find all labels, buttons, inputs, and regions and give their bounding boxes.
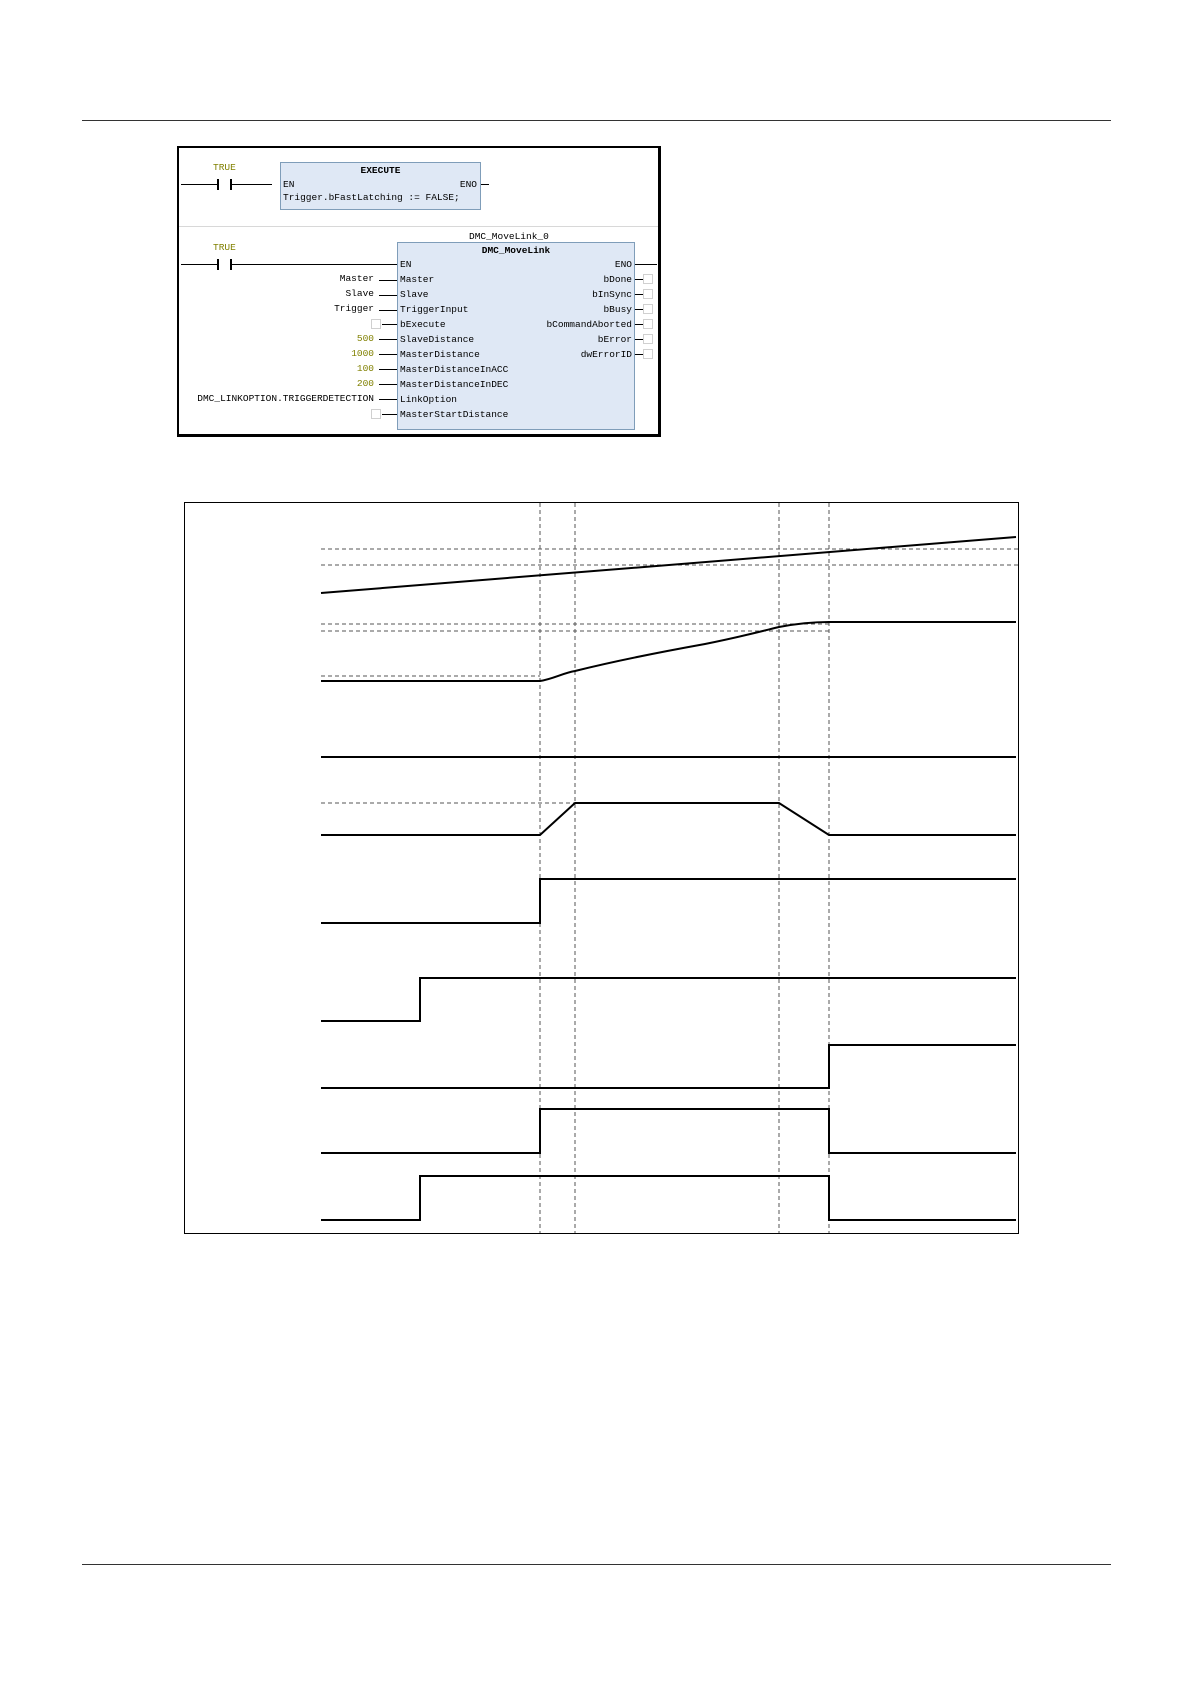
pin-in-bexecute: bExecute <box>400 319 446 330</box>
pin-in-masterdistanceinacc: MasterDistanceInACC <box>400 364 509 375</box>
rung2-instance-name: DMC_MoveLink_0 <box>469 231 549 242</box>
out-dwerrorid-box[interactable] <box>643 349 653 359</box>
execute-code[interactable]: Trigger.bFastLatching := FALSE; <box>283 192 460 203</box>
pin-out-berror: bError <box>597 334 632 345</box>
arg-slavedistance[interactable]: 500 <box>356 333 374 344</box>
rung2-contact-label: TRUE <box>213 242 236 253</box>
stub-out-bbusy <box>635 309 643 310</box>
pin-out-bdone: bDone <box>603 274 632 285</box>
timing-diagram-svg <box>185 503 1018 1233</box>
stub-in-masterdistanceindec <box>379 384 397 385</box>
ladder-diagram <box>177 146 661 437</box>
timing-diagram <box>184 502 1019 1234</box>
rung2-wire-left <box>181 264 217 265</box>
execute-pin-en: EN <box>283 179 295 190</box>
stub-in-slavedistance <box>379 339 397 340</box>
rung1-contact-label: TRUE <box>213 162 236 173</box>
header-rule <box>82 120 1111 121</box>
stub-out-dwerrorid <box>635 354 643 355</box>
pin-in-en: EN <box>400 259 412 270</box>
execute-pin-eno: ENO <box>459 179 477 190</box>
pin-in-slavedistance: SlaveDistance <box>400 334 475 345</box>
arg-masterdistance[interactable]: 1000 <box>351 348 374 359</box>
stub-in-bexecute <box>382 324 397 325</box>
arg-masterstartdistance-empty[interactable] <box>371 409 381 419</box>
pin-in-master: Master <box>400 274 435 285</box>
out-berror-box[interactable] <box>643 334 653 344</box>
rung1-wire-left <box>181 184 217 185</box>
stub-out-bcommandaborted <box>635 324 643 325</box>
stub-in-masterdistance <box>379 354 397 355</box>
stub-out-binsync <box>635 294 643 295</box>
rung1-wire-right <box>232 184 272 185</box>
pin-out-eno: ENO <box>614 259 632 270</box>
pin-in-linkoption: LinkOption <box>400 394 458 405</box>
stub-out-bdone <box>635 279 643 280</box>
stub-in-linkoption <box>379 399 397 400</box>
out-bcommandaborted-box[interactable] <box>643 319 653 329</box>
signal-step-3 <box>321 1045 1016 1088</box>
rung2-wire-right <box>232 264 409 265</box>
pin-in-masterdistanceindec: MasterDistanceInDEC <box>400 379 509 390</box>
stub-in-trigger <box>379 310 397 311</box>
signal-pulse-1 <box>321 1109 1016 1153</box>
arg-slave[interactable]: Slave <box>345 288 374 299</box>
arg-linkoption[interactable]: DMC_LINKOPTION.TRIGGERDETECTION <box>197 393 374 404</box>
rung-separator <box>179 226 658 227</box>
out-bbusy-box[interactable] <box>643 304 653 314</box>
out-bdone-box[interactable] <box>643 274 653 284</box>
pin-in-triggerinput: TriggerInput <box>400 304 469 315</box>
stub-in-masterstartdistance <box>382 414 397 415</box>
arg-master[interactable]: Master <box>339 273 374 284</box>
pin-in-masterdistance: MasterDistance <box>400 349 480 360</box>
signal-slave-velocity <box>321 803 1016 835</box>
pin-out-binsync: bInSync <box>592 289 632 300</box>
rung2-contact-left <box>217 259 219 270</box>
stub-in-masterdistanceinacc <box>379 369 397 370</box>
stub-out-berror <box>635 339 643 340</box>
arg-masterdistanceinacc[interactable]: 100 <box>356 363 374 374</box>
arg-trigger[interactable]: Trigger <box>334 303 374 314</box>
pin-in-masterstartdistance: MasterStartDistance <box>400 409 509 420</box>
rung1-contact-left <box>217 179 219 190</box>
stub-out-eno <box>635 264 657 265</box>
signal-step-1 <box>321 879 1016 923</box>
stub-in-slave <box>379 295 397 296</box>
signal-slave-position <box>321 622 1016 681</box>
pin-out-bcommandaborted: bCommandAborted <box>546 319 632 330</box>
movelink-block <box>397 242 635 430</box>
movelink-block-title: DMC_MoveLink <box>481 245 551 256</box>
pin-in-slave: Slave <box>400 289 429 300</box>
pin-out-bbusy: bBusy <box>603 304 632 315</box>
pin-out-dwerrorid: dwErrorID <box>580 349 632 360</box>
footer-rule <box>82 1564 1111 1565</box>
out-binsync-box[interactable] <box>643 289 653 299</box>
execute-eno-wire <box>481 184 489 185</box>
signal-pulse-2 <box>321 1176 1016 1220</box>
signal-step-2 <box>321 978 1016 1021</box>
execute-block-title: EXECUTE <box>360 165 401 176</box>
arg-masterdistanceindec[interactable]: 200 <box>356 378 374 389</box>
execute-block <box>280 162 481 210</box>
arg-bexecute-empty[interactable] <box>371 319 381 329</box>
stub-in-master <box>379 280 397 281</box>
